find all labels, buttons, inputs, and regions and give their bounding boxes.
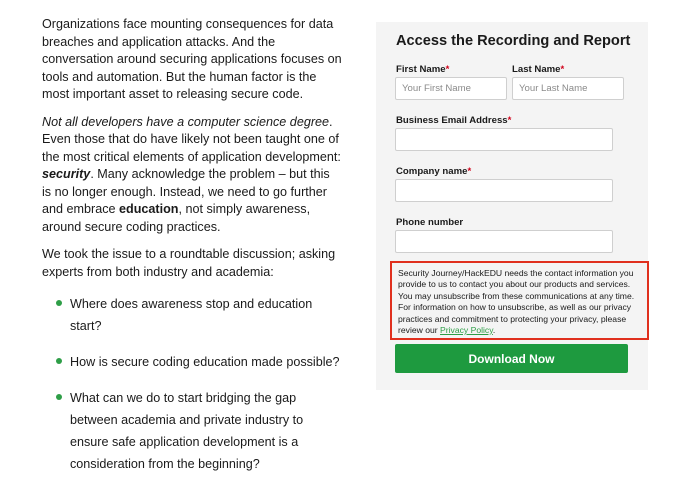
list-item (56, 387, 342, 475)
article-paragraph-3: We took the issue to a roundtable discussion; asking experts from both industry and academia: (42, 247, 336, 279)
company-name-input[interactable] (395, 179, 613, 202)
article-body (42, 16, 342, 489)
download-now-button[interactable]: Download Now (395, 344, 628, 373)
list-item-text: How is secure coding education made possible? (70, 355, 340, 369)
list-item (56, 293, 342, 337)
article-text: , not simply awareness, around secure coding practices. (42, 202, 311, 234)
article-text: . Even those that do have likely not been taught one of the most critical elements of application development: (42, 114, 341, 164)
article-paragraph-2 (42, 114, 342, 237)
article-text: . Many acknowledge the problem – but this is no longer enough. Instead, we need to go further and embrace (42, 167, 330, 216)
company-name-label: Company name* (396, 166, 472, 177)
required-marker: * (445, 64, 450, 75)
privacy-policy-link[interactable]: Privacy Policy (440, 325, 493, 336)
bullet-dot-icon (56, 394, 62, 400)
list-item-text: Where does awareness stop and education start? (70, 297, 313, 333)
form-title: Access the Recording and Report (396, 33, 631, 49)
consent-text: Security Journey/HackEDU needs the contact information you provide to us to contact you about our products and services. You may unsubscribe from these communications at any time. For information on how to unsubscribe, as well as our privacy practices and commitment to protecting your privacy, please review our (398, 268, 635, 336)
business-email-label: Business Email Address* (396, 115, 512, 126)
discussion-questions-list (56, 293, 342, 475)
phone-number-input[interactable] (395, 230, 613, 253)
first-name-label: First Name* (396, 64, 450, 75)
consent-end: . (492, 325, 496, 336)
article-emphasis-security: security (42, 167, 91, 181)
last-name-label: Last Name* (512, 64, 565, 75)
first-name-input[interactable] (395, 77, 507, 100)
article-emphasis-education: education (119, 202, 179, 216)
bullet-dot-icon (56, 300, 62, 306)
article-paragraph-1: Organizations face mounting consequences for data breaches and application attacks. And the conversation around securing applications focuses on tools and automation. But the human factor is the most important asset to releasing secure code. (42, 17, 342, 101)
article-italic-lead: Not all developers have a computer science degree (42, 114, 330, 129)
bullet-dot-icon (56, 358, 62, 364)
business-email-input[interactable] (395, 128, 613, 151)
last-name-input[interactable] (512, 77, 624, 100)
required-marker: * (507, 115, 512, 126)
required-marker: * (560, 64, 565, 75)
required-marker: * (467, 166, 472, 177)
privacy-consent-notice (390, 261, 649, 340)
phone-number-label: Phone number (396, 217, 464, 228)
list-item-text: What can we do to start bridging the gap between academia and private industry to ensure safe application development is a consideration from the beginning? (70, 391, 304, 471)
list-item (56, 351, 342, 373)
registration-form (376, 22, 648, 390)
